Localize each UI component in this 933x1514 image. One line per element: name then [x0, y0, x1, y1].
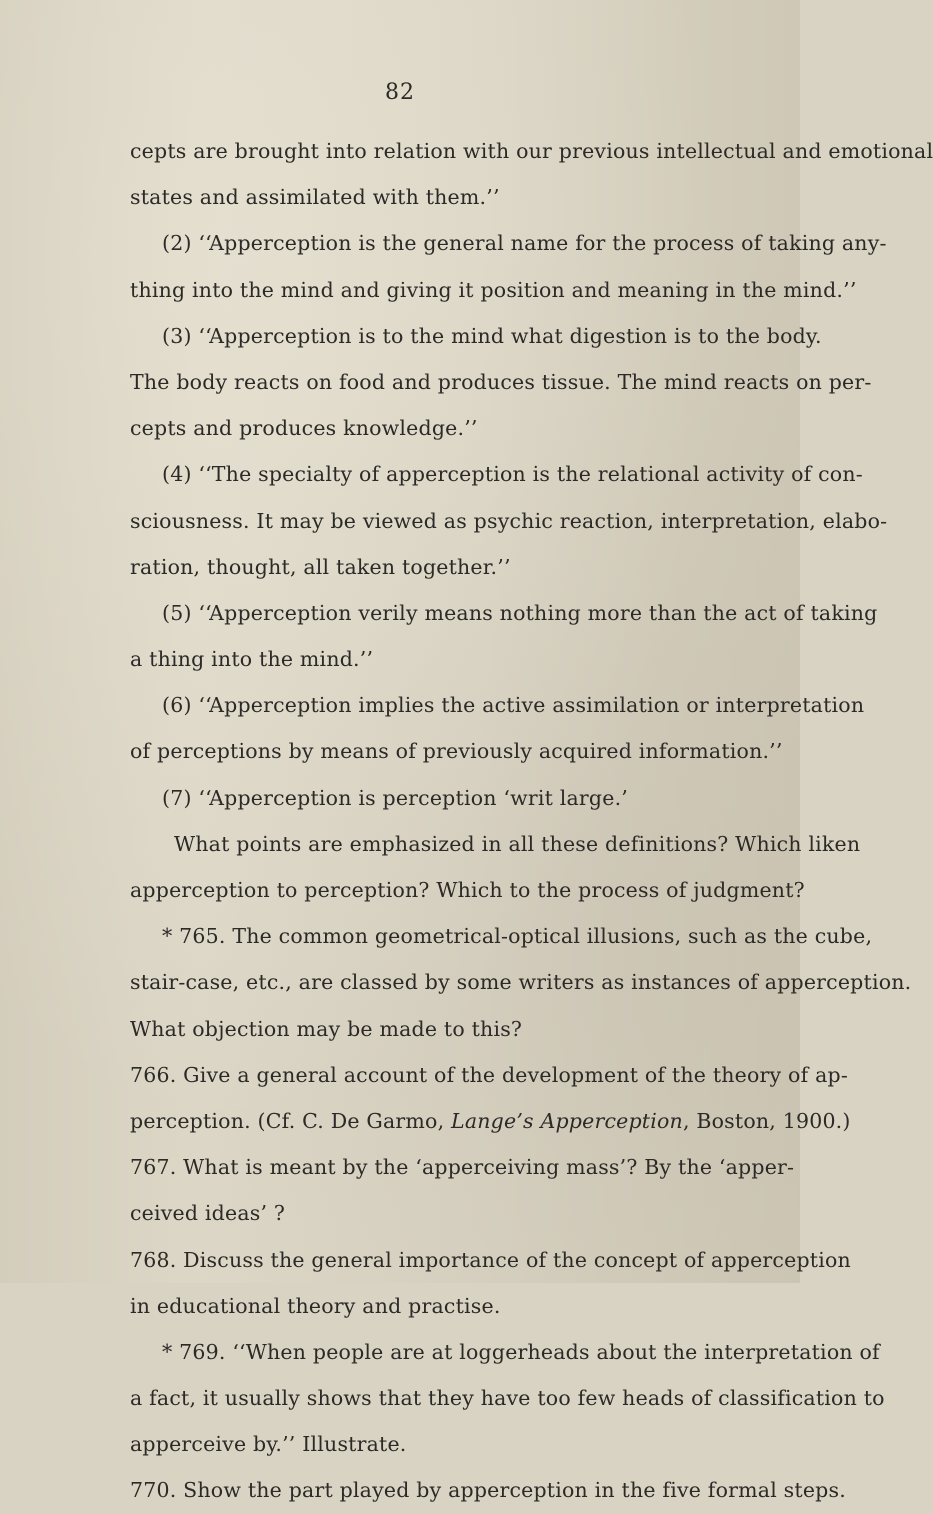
text-line: sciousness. It may be viewed as psychic reaction, interpretation, elabo- [130, 508, 888, 533]
page-number: 82 [385, 80, 415, 105]
definition-2: (2) ‘‘Apperception is the general name for the process of taking any- [162, 231, 887, 256]
definition-4: (4) ‘‘The specialty of apperception is the relational activity of con- [162, 462, 863, 487]
text-line: cepts and produces knowledge.’’ [130, 416, 478, 441]
text-line: stair-case, etc., are classed by some writers as instances of apperception. [130, 970, 912, 995]
text-line: apperception to perception? Which to the process of judgment? [130, 878, 805, 902]
text-line: ceived ideas’ ? [130, 1201, 286, 1226]
text-line: The body reacts on food and produces tissue. The mind reacts on per- [130, 369, 872, 394]
page-body-text [130, 128, 933, 1514]
definition-7: (7) ‘‘Apperception is perception ‘writ large.’ [162, 785, 628, 810]
question-768: 768. Discuss the general importance of the concept of apperception [130, 1247, 851, 1272]
definition-6: (6) ‘‘Apperception implies the active assimilation or interpretation [162, 693, 865, 718]
question-769: * 769. ‘‘When people are at loggerheads about the interpretation of [162, 1339, 880, 1364]
question-text: What points are emphasized in all these definitions? Which liken [174, 831, 861, 856]
text-line: ration, thought, all taken together.’’ [130, 554, 511, 579]
text-line: in educational theory and practise. [130, 1293, 501, 1318]
text-line: What objection may be made to this? [130, 1016, 523, 1041]
definition-3: (3) ‘‘Apperception is to the mind what digestion is to the body. [162, 323, 822, 348]
text-line: of perceptions by means of previously acquired information.’’ [130, 739, 783, 764]
text-line-citation [130, 1098, 851, 1144]
question-767: 767. What is meant by the ‘apperceiving mass’? By the ‘apper- [130, 1155, 795, 1180]
text-line: a thing into the mind.’’ [130, 647, 374, 672]
question-765: * 765. The common geometrical-optical illusions, such as the cube, [162, 924, 873, 949]
citation-tail: , Boston, 1900.) [682, 1108, 851, 1133]
question-766: 766. Give a general account of the development of the theory of ap- [130, 1062, 848, 1087]
question-770: 770. Show the part played by apperception in the five formal steps. [130, 1478, 846, 1503]
definition-5: (5) ‘‘Apperception verily means nothing more than the act of taking [162, 600, 878, 625]
text-line: a fact, it usually shows that they have too few heads of classification to [130, 1386, 885, 1411]
citation-lead: perception. (Cf. C. De Garmo, [130, 1108, 452, 1133]
text-line: cepts are brought into relation with our previous intellectual and emotional [130, 139, 933, 163]
text-line: apperceive by.’’ Illustrate. [130, 1432, 407, 1457]
citation-title: Lange’s Apperception [451, 1108, 683, 1133]
text-line: thing into the mind and giving it position and meaning in the mind.’’ [130, 277, 857, 302]
text-line: states and assimilated with them.’’ [130, 185, 500, 210]
